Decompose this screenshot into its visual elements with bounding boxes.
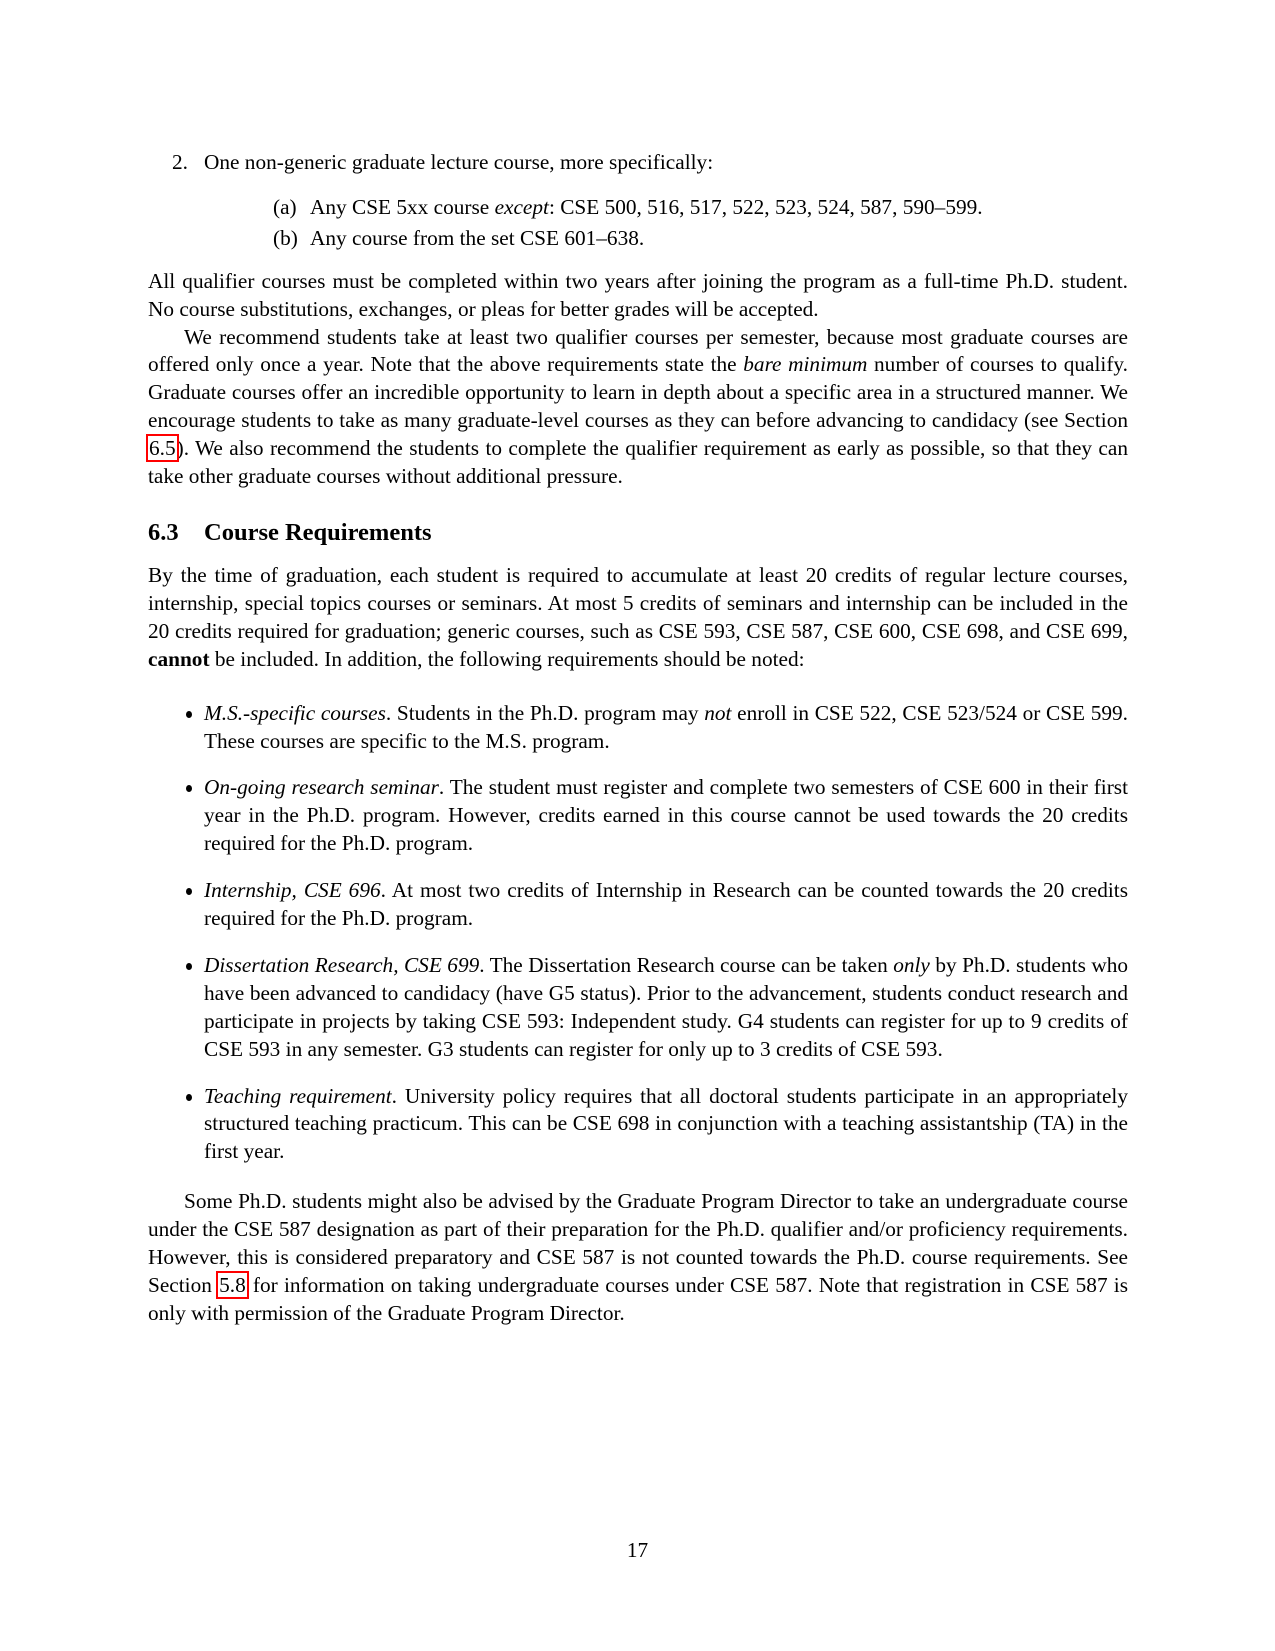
bullet-text: . The student must register and complete two semesters of CSE 600 in their first year in the Ph.D. program. However, credits earned in this course cannot be used towards the 20 credits required for the Ph.D. program.: [204, 775, 1129, 856]
list-item-number: 2.: [172, 150, 188, 174]
document-page: [148, 149, 1128, 1328]
bullet-title: Internship, CSE 696: [204, 878, 381, 903]
bullet-title: M.S.-specific courses: [204, 700, 386, 725]
text: Some Ph.D. students might also be advised by the Graduate Program Director to take an undergraduate course under the CSE 587 designation as part of their preparation for the Ph.D. qualifier and/or proficiency requirements. However, this is considered preparatory and CSE 587 is not counted towards the Ph.D. course requirements. See Section: [148, 1189, 1128, 1297]
text: ). We also recommend the students to complete the qualifier requirement as early as possible, so that they can take other graduate courses without additional pressure.: [148, 436, 1128, 489]
section-title: Course Requirements: [204, 518, 432, 546]
qualifier-paragraph-1: All qualifier courses must be completed within two years after joining the program as a full-time Ph.D. student. No course substitutions, exchanges, or pleas for better grades will be accepted.: [148, 268, 1128, 321]
bullet-text: by Ph.D. students who have been advanced to candidacy (have G5 status). Prior to the advancement, students conduct research and participate in projects by taking CSE 593: Independent study. G4 students can register for up to 9 credits of CSE 593 in any semester. G3 students can register for only up to 3 credits of CSE 593.: [204, 952, 1128, 1061]
sublist-text-italic: except: [494, 194, 549, 219]
list-item: [148, 149, 1128, 253]
section-link-6-5[interactable]: 6.5: [149, 436, 176, 461]
cse587-paragraph: [148, 1188, 1128, 1328]
emphasis-text: bare minimum: [743, 352, 868, 377]
course-requirements-intro: [148, 562, 1128, 674]
bullet-text: . The Dissertation Research course can be taken: [479, 952, 894, 977]
text: By the time of graduation, each student is required to accumulate at least 20 credits of regular lecture courses, internship, special topics courses or seminars. At most 5 credits of seminars and internship can be included in the 20 credits required for graduation; generic courses, such as CSE 593, CSE 587, CSE 600, CSE 698, and CSE 699,: [148, 562, 1128, 643]
bullet-text: . At most two credits of Internship in Research can be counted towards the 20 credits required for the Ph.D. program.: [204, 878, 1128, 931]
qualifier-course-list: [148, 149, 1128, 253]
bullet-text: . University policy requires that all doctoral students participate in an appropriately structured teaching practicum. This can be CSE 698 in conjunction with a teaching assistantship (TA) in the first year.: [204, 1083, 1128, 1164]
list-item: [148, 774, 1128, 858]
emphasis-text: only: [893, 952, 930, 977]
list-item-text: One non-generic graduate lecture course, more specifically:: [204, 150, 714, 174]
bullet-icon: [186, 888, 192, 895]
bullet-icon: [186, 711, 192, 718]
bullet-icon: [186, 963, 192, 970]
emphasis-text: not: [704, 700, 732, 725]
bullet-title: Teaching requirement: [204, 1083, 392, 1108]
list-item: [148, 1083, 1128, 1167]
page-number: 17: [626, 1538, 649, 1562]
list-item: [148, 952, 1128, 1064]
sublist-text: : CSE 500, 516, 517, 522, 523, 524, 587, 590–599.: [548, 194, 983, 219]
requirements-list: [148, 700, 1128, 1167]
bullet-title: Dissertation Research, CSE 699: [204, 952, 480, 977]
bullet-text: . Students in the Ph.D. program may: [385, 700, 705, 725]
bullet-icon: [186, 1094, 192, 1101]
qualifier-paragraph-2: [148, 324, 1128, 491]
text: for information on taking undergraduate courses under CSE 587. Note that registration in CSE 587 is only with permission of the Graduate Program Director.: [148, 1273, 1129, 1325]
section-heading: [148, 518, 1128, 548]
bold-text: cannot: [148, 646, 210, 671]
sublist-item: [204, 194, 1128, 222]
bullet-icon: [186, 785, 192, 792]
list-item: [148, 877, 1128, 933]
sublist-text: Any course from the set CSE 601–638.: [310, 225, 645, 250]
sublist-item: [204, 225, 1128, 253]
sublist: [204, 194, 1128, 253]
list-item: [148, 700, 1128, 756]
text: be included. In addition, the following requirements should be noted:: [209, 646, 805, 671]
sublist-text: Any CSE 5xx course: [310, 194, 495, 219]
bullet-text: enroll in CSE 522, CSE 523/524 or CSE 599. These courses are specific to the M.S. program.: [204, 700, 1128, 753]
section-link-5-8[interactable]: 5.8: [219, 1273, 246, 1297]
bullet-title: On-going research seminar: [204, 775, 439, 800]
section-number: 6.3: [148, 518, 179, 546]
sublist-label: (a): [273, 194, 297, 219]
sublist-label: (b): [273, 225, 298, 250]
text: We recommend students take at least two qualifier courses per semester, because most graduate courses are offered only once a year. Note that the above requirements state the: [148, 324, 1128, 377]
text: number of courses to qualify. Graduate courses offer an incredible opportunity to learn in depth about a specific area in a structured manner. We encourage students to take as many graduate-level courses as they can before advancing to candidacy (see Section: [148, 352, 1128, 433]
